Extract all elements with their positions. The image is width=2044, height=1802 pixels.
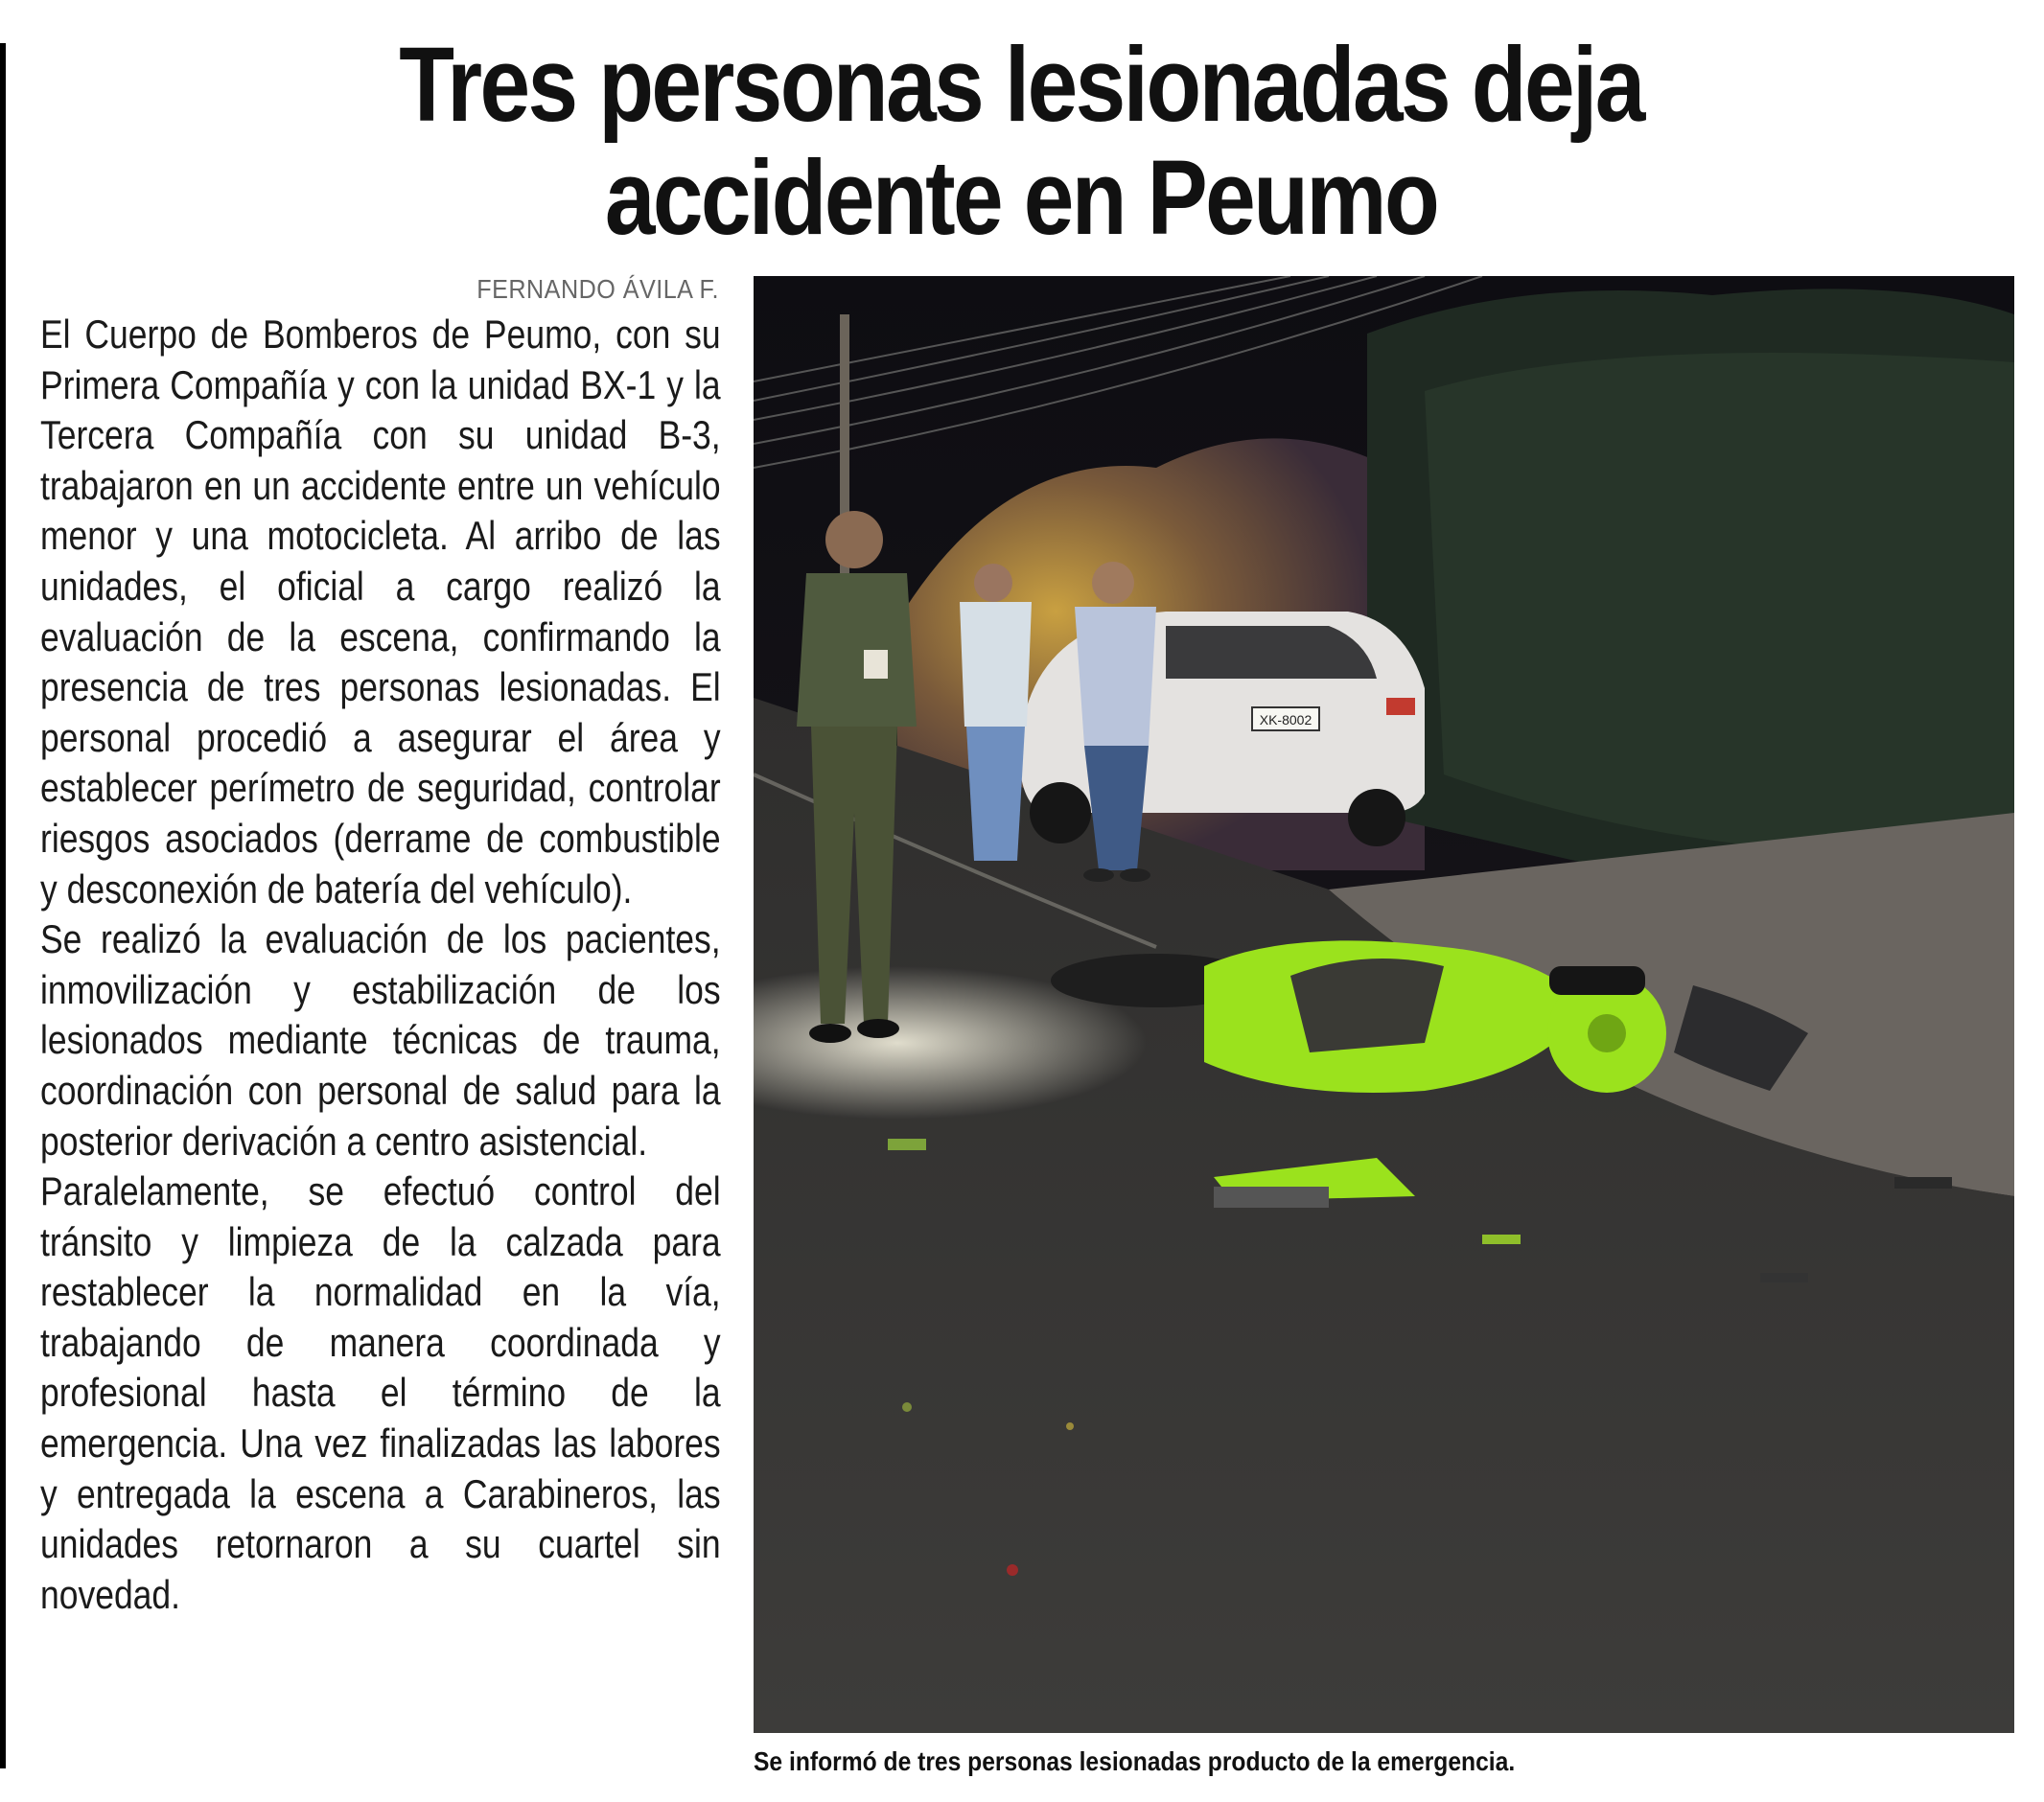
car-plate: XK-8002 (1259, 712, 1312, 728)
headline-line-2: accidente en Peumo (604, 139, 1438, 257)
left-column-rule (0, 43, 6, 1768)
photo-caption: Se informó de tres personas lesionadas producto de la emergencia. (754, 1746, 1516, 1776)
paragraph-1: El Cuerpo de Bomberos de Peumo, con su Primera Compañía y con la unidad BX-1 y la Tercera Compañía con su unidad B-3, trabajaron en un accidente entre un vehículo menor y una motocicleta. Al arribo de las unidades, el oficial a cargo realizó la evaluación de la escena, confirmando la presencia de tres personas lesionadas. El personal procedió a asegurar el área y establecer perímetro de seguridad, controlar riesgos asociados (derrame de combustible y desconexión de batería del vehículo). (40, 312, 721, 912)
headline (390, 26, 1652, 257)
article-body (40, 310, 721, 1620)
paragraph-2: Se realizó la evaluación de los pacientes, inmovilización y estabilización de los lesionados mediante técnicas de trauma, coordinación con personal de salud para la posterior derivación a centro asistencial. (40, 916, 721, 1164)
accident-photo-illustration (754, 276, 2014, 1733)
byline: FERNANDO ÁVILA F. (476, 274, 719, 304)
accident-photo (754, 276, 2014, 1733)
paragraph-3: Paralelamente, se efectuó control del tránsito y limpieza de la calzada para restablecer la normalidad en la vía, trabajando de manera coordinada y profesional hasta el término de la emergencia. Una vez finalizadas las labores y entregada la escena a Carabineros, las unidades retornaron a su cuartel sin novedad. (40, 1168, 721, 1617)
headline-line-1: Tres personas lesionadas deja (399, 26, 1643, 144)
